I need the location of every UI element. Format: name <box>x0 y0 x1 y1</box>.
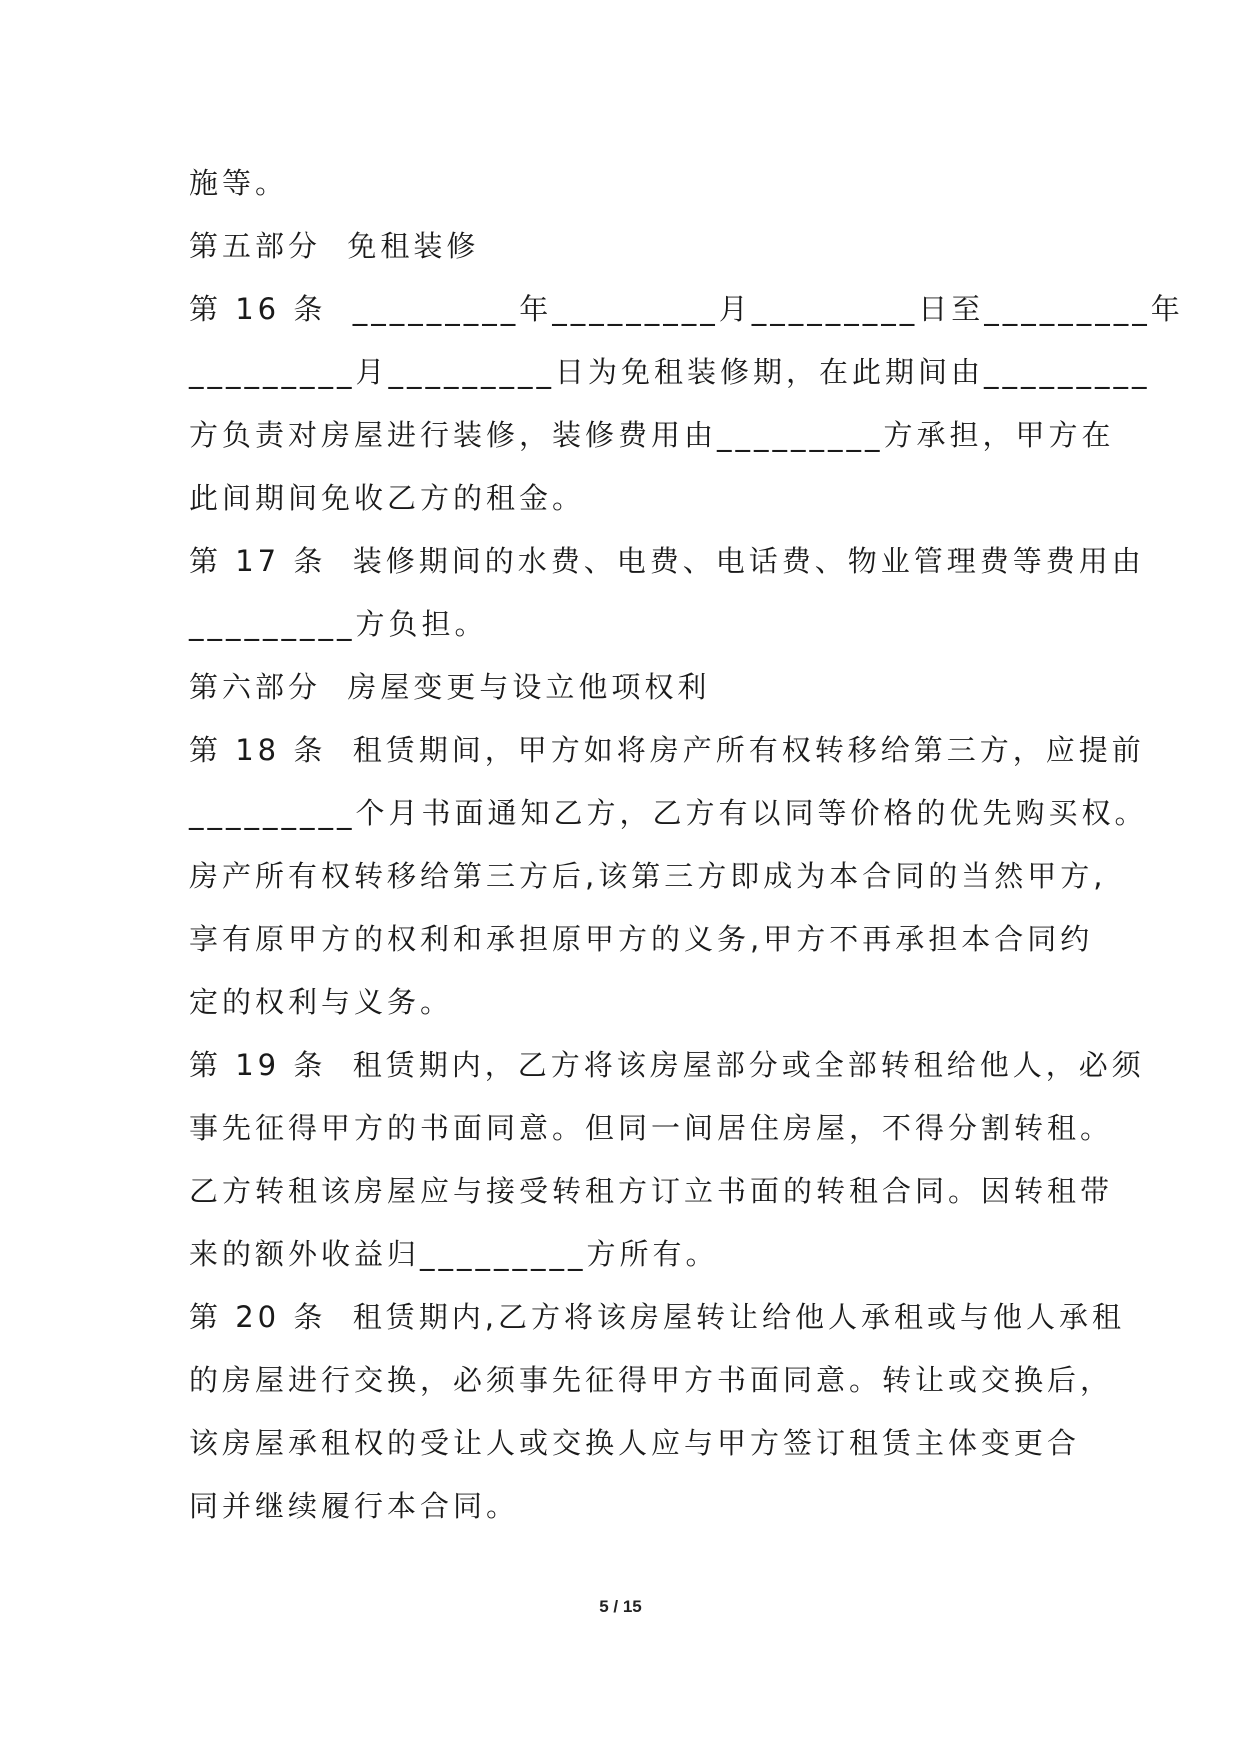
article-18-line-3: 房产所有权转移给第三方后,该第三方即成为本合同的当然甲方, <box>189 859 1107 893</box>
article-20-line-1: 第 20 条 租赁期内,乙方将该房屋转让给他人承租或与他人承租 <box>189 1300 1125 1334</box>
article-19-line-3: 乙方转租该房屋应与接受转租方订立书面的转租合同。因转租带 <box>189 1174 1114 1208</box>
section-heading-part-6: 第六部分 房屋变更与设立他项权利 <box>189 670 711 704</box>
article-16-line-3: 方负责对房屋进行装修，装修费用由_________方承担，甲方在 <box>189 418 1115 452</box>
article-18-line-2: _________个月书面通知乙方，乙方有以同等价格的优先购买权。 <box>189 796 1148 830</box>
section-heading-part-5: 第五部分 免租装修 <box>189 229 480 263</box>
article-20-line-2: 的房屋进行交换，必须事先征得甲方书面同意。转让或交换后， <box>189 1363 1114 1397</box>
article-18-line-4: 享有原甲方的权利和承担原甲方的义务,甲方不再承担本合同约 <box>189 922 1094 956</box>
page-number: 5 / 15 <box>599 1597 642 1616</box>
article-20-line-3: 该房屋承租权的受让人或交换人应与甲方签订租赁主体变更合 <box>189 1426 1081 1460</box>
document-body <box>189 152 1184 1538</box>
article-18-line-1: 第 18 条 租赁期间，甲方如将房产所有权转移给第三方，应提前 <box>189 733 1145 767</box>
text-line-continuation: 施等。 <box>189 166 289 200</box>
article-16-line-1: 第 16 条 _________年_________月_________日至_________年 <box>189 292 1184 326</box>
article-20-line-4: 同并继续履行本合同。 <box>189 1489 520 1523</box>
article-17-line-2: _________方负担。 <box>189 607 488 641</box>
article-19-line-4: 来的额外收益归_________方所有。 <box>189 1237 719 1271</box>
article-16-line-2: _________月_________日为免租装修期，在此期间由_________ <box>189 355 1151 389</box>
article-19-line-2: 事先征得甲方的书面同意。但同一间居住房屋，不得分割转租。 <box>189 1111 1114 1145</box>
article-17-line-1: 第 17 条 装修期间的水费、电费、电话费、物业管理费等费用由 <box>189 544 1145 578</box>
article-19-line-1: 第 19 条 租赁期内，乙方将该房屋部分或全部转租给他人，必须 <box>189 1048 1145 1082</box>
article-18-line-5: 定的权利与义务。 <box>189 985 454 1019</box>
article-16-line-4: 此间期间免收乙方的租金。 <box>189 481 586 515</box>
